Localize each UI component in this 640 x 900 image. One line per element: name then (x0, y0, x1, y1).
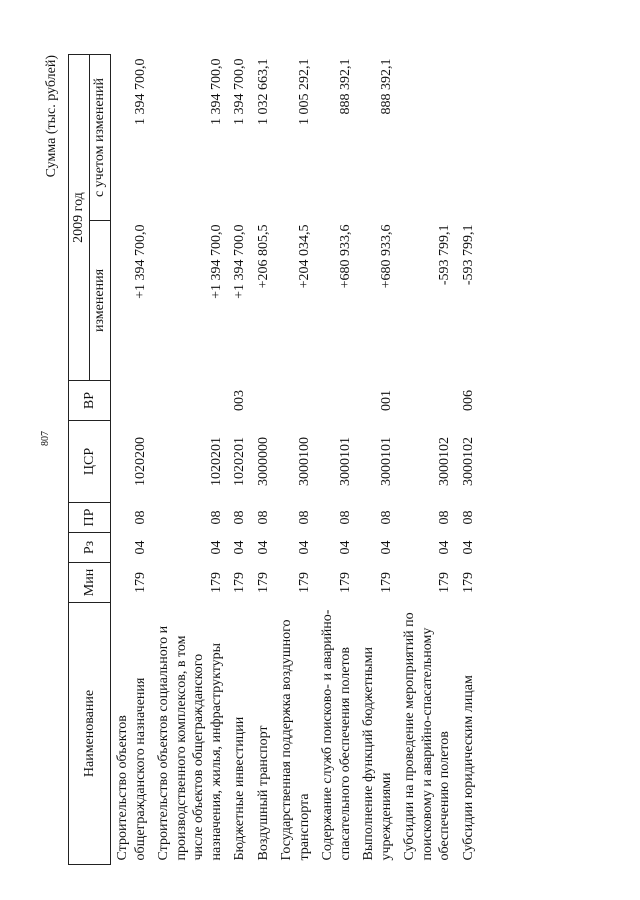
cell-name: Воздушный транспорт (255, 725, 271, 861)
cell-pr: 08 (255, 510, 271, 525)
table-header (69, 55, 111, 865)
budget-page (44, 55, 600, 865)
cell-csr: 1020200 (132, 437, 148, 486)
header-pr: ПР (69, 503, 111, 533)
cell-min: 179 (296, 572, 312, 593)
cell-csr: 3000102 (437, 437, 453, 486)
cell-name: Бюджетные инвестиции (232, 716, 248, 861)
cell-pr: 08 (378, 510, 394, 525)
cell-vr (316, 381, 357, 421)
page-number: 807 (40, 431, 51, 446)
cell-total: 1 005 292,1 (296, 58, 312, 125)
cell-change: +1 394 700,0 (232, 224, 248, 299)
cell-csr: 1020201 (232, 437, 248, 486)
cell-change: +680 933,6 (378, 224, 394, 289)
cell-csr: 3000101 (378, 437, 394, 486)
cell-rz: 04 (460, 540, 476, 555)
cell-total: 1 394 700,0 (208, 58, 224, 125)
unit-caption: Сумма (тыс. рублей) (44, 55, 59, 178)
table-row (316, 55, 357, 865)
table-body (111, 55, 481, 865)
table-row (252, 55, 276, 865)
cell-vr (398, 381, 457, 421)
table-row (228, 55, 252, 865)
cell-change: +1 394 700,0 (132, 224, 148, 299)
cell-total (398, 55, 457, 221)
cell-total: 888 392,1 (378, 58, 394, 115)
cell-min: 179 (337, 572, 353, 593)
cell-csr: 3000100 (296, 437, 312, 486)
cell-total: 1 032 663,1 (255, 58, 271, 125)
cell-name: Строительство объектов общегражданского назначения (115, 677, 148, 861)
cell-min: 179 (437, 572, 453, 593)
cell-min: 179 (378, 572, 394, 593)
cell-vr: 006 (460, 390, 476, 411)
header-rz: Рз (69, 533, 111, 563)
table-row (357, 55, 398, 865)
cell-vr (252, 381, 276, 421)
cell-vr (275, 381, 316, 421)
header-min: Мин (69, 563, 111, 603)
table-row (398, 55, 457, 865)
cell-csr: 3000102 (460, 437, 476, 486)
cell-min: 179 (208, 572, 224, 593)
table-row (111, 55, 153, 865)
cell-name: Государственная поддержка воздушного транспорта (279, 619, 312, 861)
cell-name: Субсидии юридическим лицам (460, 675, 476, 861)
cell-rz: 04 (296, 540, 312, 555)
cell-csr: 3000000 (255, 437, 271, 486)
cell-change: +1 394 700,0 (208, 224, 224, 299)
budget-table (68, 54, 480, 865)
cell-rz: 04 (132, 540, 148, 555)
cell-name: Строительство объектов социального и производственного комплексов, в том числе объектов общегражданского назначения, жилья, инфраструктуры (156, 625, 224, 861)
cell-pr: 08 (337, 510, 353, 525)
header-year: 2009 год (69, 55, 90, 381)
cell-pr: 08 (132, 510, 148, 525)
table-row (152, 55, 228, 865)
header-csr: ЦСР (69, 421, 111, 503)
cell-pr: 08 (208, 510, 224, 525)
cell-total: 888 392,1 (337, 58, 353, 115)
cell-change: +204 034,5 (296, 224, 312, 289)
cell-csr: 1020201 (208, 437, 224, 486)
cell-min: 179 (232, 572, 248, 593)
cell-rz: 04 (337, 540, 353, 555)
table-row (457, 55, 481, 865)
cell-vr (111, 381, 153, 421)
header-with-change: с учетом изменений (90, 55, 111, 221)
cell-change: -593 799,1 (437, 224, 453, 286)
cell-min: 179 (132, 572, 148, 593)
cell-rz: 04 (378, 540, 394, 555)
header-vr: ВР (69, 381, 111, 421)
cell-pr: 08 (460, 510, 476, 525)
cell-csr: 3000101 (337, 437, 353, 486)
cell-vr (152, 381, 228, 421)
header-change: изменения (90, 221, 111, 381)
cell-rz: 04 (437, 540, 453, 555)
cell-rz: 04 (232, 540, 248, 555)
cell-total: 1 394 700,0 (132, 58, 148, 125)
cell-pr: 08 (232, 510, 248, 525)
cell-rz: 04 (208, 540, 224, 555)
cell-change: +680 933,6 (337, 224, 353, 289)
cell-name: Содержание служб поисково- и аварийно-спасательного обеспечения полетов (320, 609, 353, 861)
cell-pr: 08 (296, 510, 312, 525)
cell-change: -593 799,1 (460, 224, 476, 286)
cell-min: 179 (255, 572, 271, 593)
cell-total (457, 55, 481, 221)
cell-change: +206 805,5 (255, 224, 271, 289)
cell-pr: 08 (437, 510, 453, 525)
cell-min: 179 (460, 572, 476, 593)
cell-rz: 04 (255, 540, 271, 555)
cell-name: Выполнение функций бюджетными учреждениями (361, 647, 394, 861)
table-row (275, 55, 316, 865)
cell-vr: 001 (378, 390, 394, 411)
cell-total: 1 394 700,0 (232, 58, 248, 125)
cell-name: Субсидии на проведение мероприятий по поисковому и аварийно-спасательному обеспечению полетов (402, 612, 453, 861)
header-name: Наименование (69, 603, 111, 865)
cell-vr: 003 (232, 390, 248, 411)
